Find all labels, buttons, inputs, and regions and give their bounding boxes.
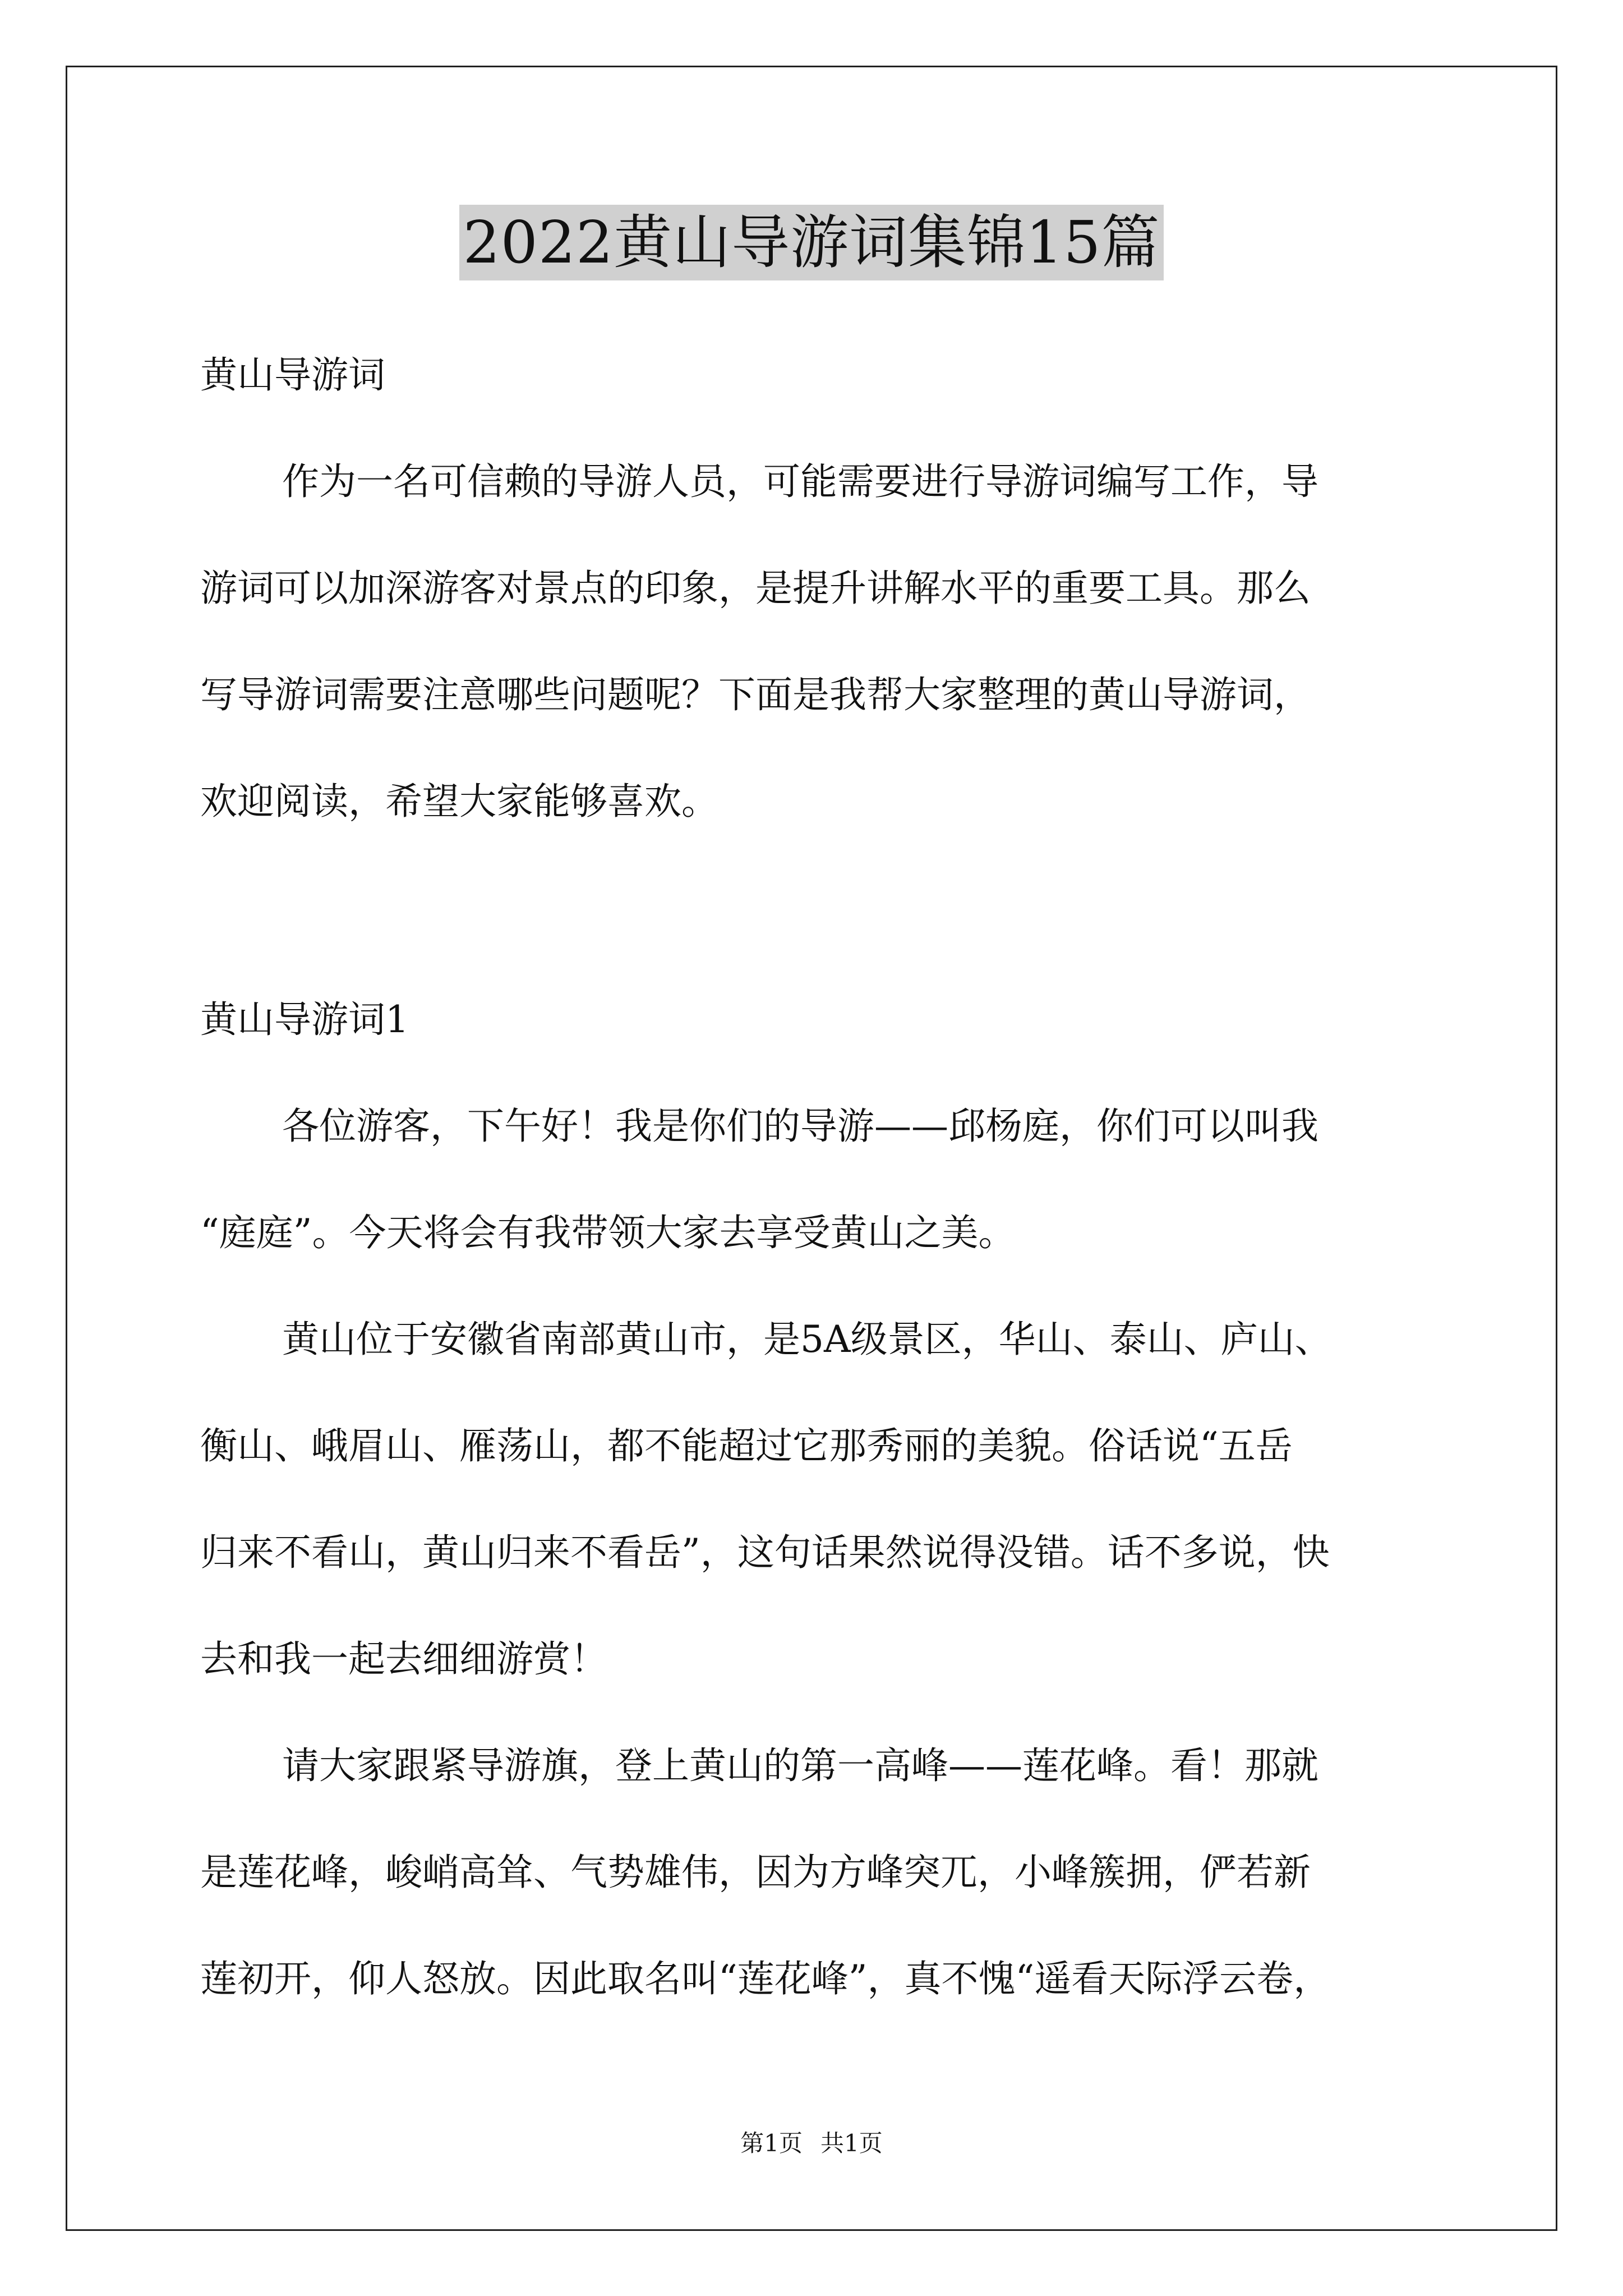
title-container — [0, 205, 1623, 280]
paragraph-line: 衡山、峨眉山、雁荡山，都不能超过它那秀丽的美貌。俗话说“五岳 — [200, 1424, 1293, 1467]
section-heading: 黄山导游词1 — [200, 998, 409, 1041]
page-number: 第1页 — [740, 2129, 803, 2157]
paragraph-line: 写导游词需要注意哪些问题呢？下面是我帮大家整理的黄山导游词， — [200, 673, 1311, 716]
paragraph-line: 是莲花峰，峻峭高耸、气势雄伟，因为方峰突兀，小峰簇拥，俨若新 — [200, 1851, 1311, 1894]
section-heading: 黄山导游词 — [200, 353, 385, 397]
page-total: 共1页 — [820, 2129, 883, 2157]
page-footer — [0, 2128, 1623, 2159]
paragraph-line: 请大家跟紧导游旗，登上黄山的第一高峰——莲花峰。看！那就 — [282, 1744, 1318, 1787]
paragraph-line: 归来不看山，黄山归来不看岳”，这句话果然说得没错。话不多说，快 — [200, 1531, 1330, 1574]
paragraph-line: 游词可以加深游客对景点的印象，是提升讲解水平的重要工具。那么 — [200, 567, 1311, 610]
paragraph-line: 各位游客，下午好！我是你们的导游——邱杨庭，你们可以叫我 — [282, 1105, 1318, 1148]
paragraph-line: 黄山位于安徽省南部黄山市，是5A级景区，华山、泰山、庐山、 — [282, 1318, 1332, 1361]
paragraph-line: 去和我一起去细细游赏！ — [200, 1637, 607, 1681]
paragraph-line: 莲初开，仰人怒放。因此取名叫“莲花峰”，真不愧“遥看天际浮云卷， — [200, 1957, 1331, 2000]
paragraph-line: 欢迎阅读，希望大家能够喜欢。 — [200, 780, 718, 823]
document-title: 2022黄山导游词集锦15篇 — [459, 205, 1163, 280]
paragraph-line: 作为一名可信赖的导游人员，可能需要进行导游词编写工作，导 — [282, 460, 1318, 503]
paragraph-line: “庭庭”。今天将会有我带领大家去享受黄山之美。 — [200, 1211, 1016, 1254]
